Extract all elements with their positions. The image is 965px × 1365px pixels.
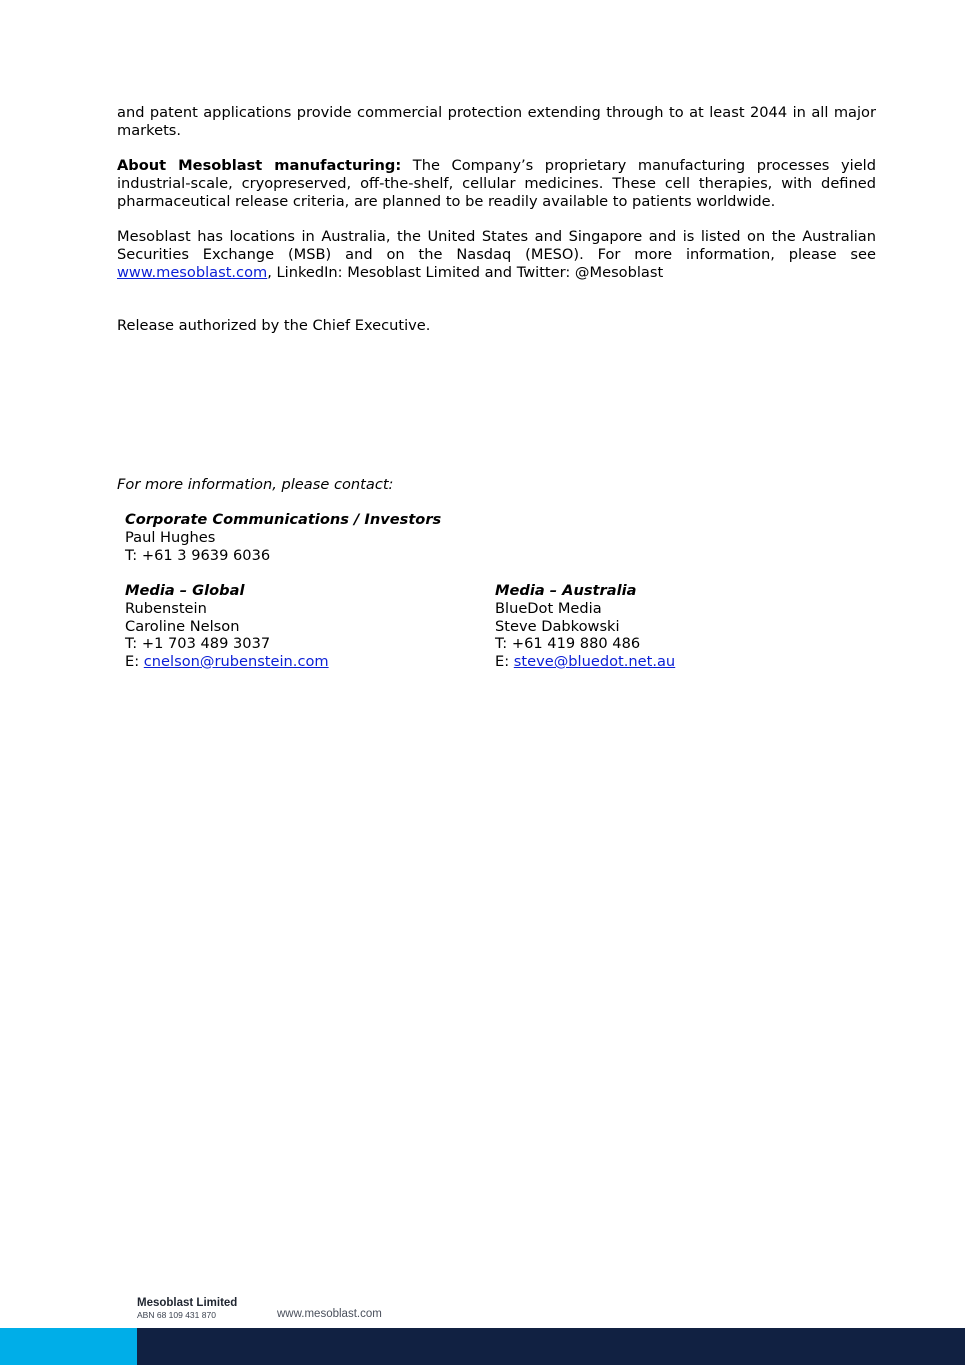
global-media-heading: Media – Global	[125, 582, 245, 599]
company-info-tail: , LinkedIn: Mesoblast Limited and Twitter: @Mesoblast	[267, 263, 664, 281]
manufacturing-paragraph	[117, 157, 876, 210]
footer-company-name: Mesoblast Limited	[137, 1297, 238, 1309]
footer-color-bar	[0, 1328, 965, 1365]
global-media-phone: T: +1 703 489 3037	[125, 635, 271, 653]
release-authorization: Release authorized by the Chief Executive.	[117, 317, 431, 334]
australia-media-email-prefix: E:	[495, 653, 514, 670]
footer-website: www.mesoblast.com	[277, 1308, 382, 1320]
footer-company-block	[137, 1297, 237, 1321]
corporate-contact	[125, 511, 441, 564]
global-media-email-prefix: E:	[125, 653, 144, 670]
global-media-contact	[125, 582, 329, 671]
manufacturing-text: The Company’s proprietary manufacturing processes yield industrial-scale, cryopreserved, off-the-shelf, cellular medicines. These cell therapies, with defined pharmaceutical release criteria, are planned to be readily available to patients worldwide.	[117, 157, 876, 210]
footer-accent-block	[0, 1328, 137, 1365]
australia-media-email-link[interactable]: steve@bluedot.net.au	[513, 653, 676, 670]
footer-abn: ABN 68 109 431 870	[137, 1310, 216, 1320]
global-media-name: Caroline Nelson	[125, 617, 240, 635]
footer-dark-block	[137, 1328, 965, 1365]
australia-media-email-line	[495, 653, 675, 671]
company-info-paragraph	[117, 228, 876, 281]
contact-intro: For more information, please contact:	[117, 476, 394, 493]
global-media-email-line	[125, 653, 329, 671]
australia-media-company: BlueDot Media	[495, 599, 602, 617]
australia-media-phone: T: +61 419 880 486	[495, 635, 641, 653]
corporate-contact-heading: Corporate Communications / Investors	[125, 511, 442, 528]
australia-media-contact	[495, 582, 675, 671]
corporate-contact-name: Paul Hughes	[125, 528, 216, 546]
press-release-body	[117, 104, 876, 335]
australia-media-heading: Media – Australia	[495, 582, 637, 599]
patent-paragraph: and patent applications provide commercial protection extending through to at least 2044 in all major markets.	[117, 104, 876, 139]
manufacturing-heading: About Mesoblast manufacturing:	[117, 157, 402, 175]
company-info-text: Mesoblast has locations in Australia, the United States and Singapore and is listed on the Australian Securities Exchange (MSB) and on the Nasdaq (MESO). For more information, please see	[117, 228, 876, 263]
australia-media-name: Steve Dabkowski	[495, 617, 620, 635]
global-media-company: Rubenstein	[125, 599, 207, 617]
corporate-contact-phone: T: +61 3 9639 6036	[125, 546, 271, 564]
mesoblast-website-link[interactable]: www.mesoblast.com	[117, 263, 268, 281]
global-media-email-link[interactable]: cnelson@rubenstein.com	[143, 653, 329, 670]
